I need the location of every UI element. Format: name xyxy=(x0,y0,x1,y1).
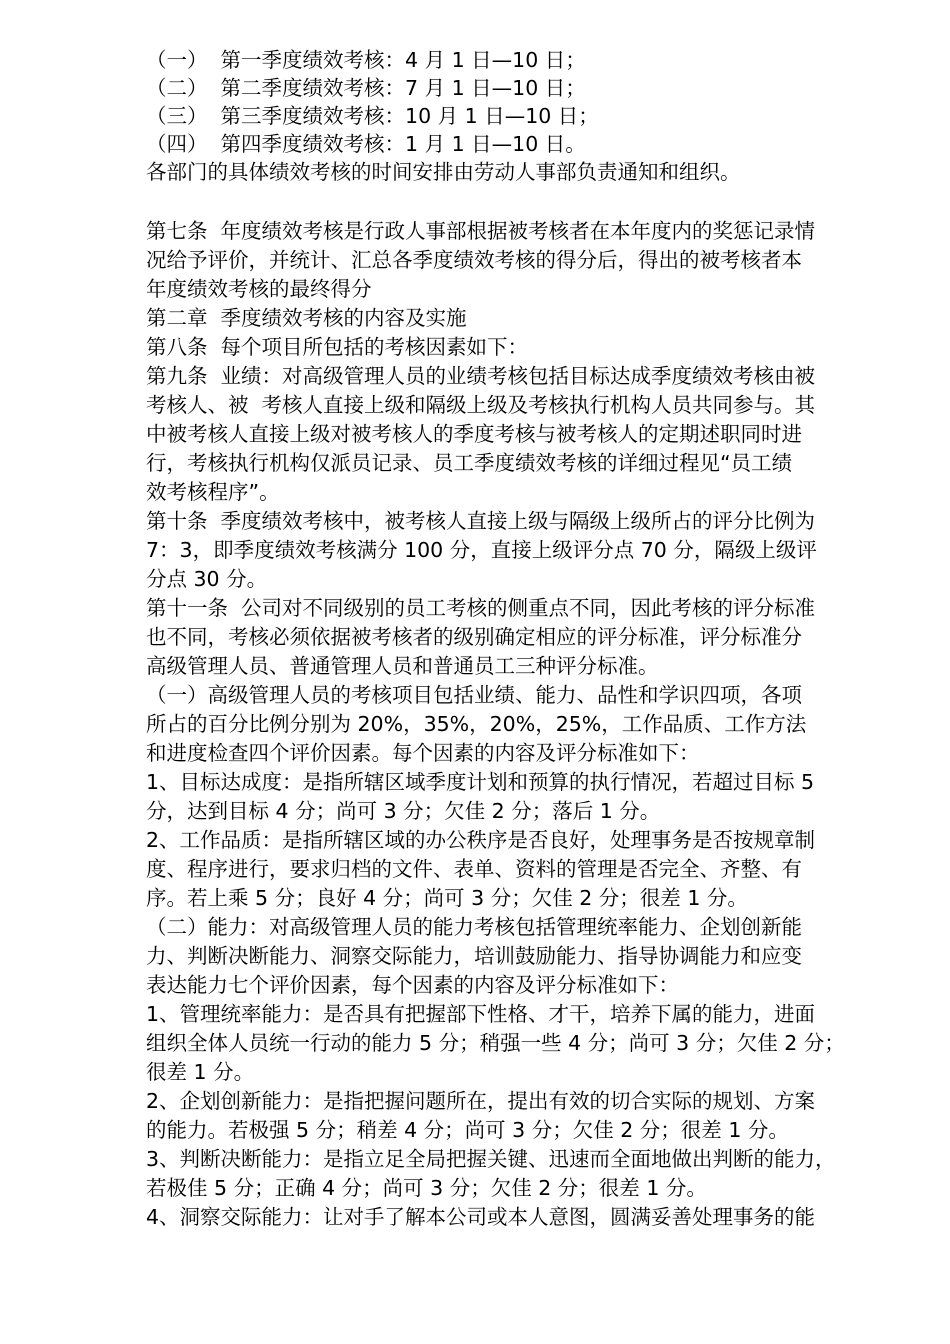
article-9-line: 第九条 业绩：对高级管理人员的业绩考核包括目标达成季度绩效考核由被 xyxy=(146,364,816,388)
article-10-line: 7：3，即季度绩效考核满分 100 分，直接上级评分点 70 分，隔级上级评 xyxy=(146,538,817,562)
article-8: 第八条 每个项目所包括的考核因素如下： xyxy=(146,335,529,359)
article-9 xyxy=(146,362,886,507)
ability-3-line: 若极佳 5 分；正确 4 分；尚可 3 分；欠佳 2 分；很差 1 分。 xyxy=(146,1176,707,1200)
section-1-line: 和进度检查四个评价因素。每个因素的内容及评分标准如下： xyxy=(146,741,700,765)
section-2-line: 表达能力七个评价因素，每个因素的内容及评分标准如下： xyxy=(146,973,679,997)
document-body xyxy=(146,46,886,1232)
section-2 xyxy=(146,913,886,1000)
schedule-q3: （三） 第三季度绩效考核：10 月 1 日—10 日； xyxy=(146,104,599,128)
item-1-line: 分，达到目标 4 分；尚可 3 分；欠佳 2 分；落后 1 分。 xyxy=(146,799,661,823)
article-7-line: 年度绩效考核的最终得分 xyxy=(146,277,372,301)
article-11-line: 高级管理人员、普通管理人员和普通员工三种评分标准。 xyxy=(146,654,659,678)
ability-3 xyxy=(146,1145,886,1203)
ability-2-line: 2、企划创新能力：是指把握问题所在，提出有效的切合实际的规划、方案 xyxy=(146,1089,816,1113)
ability-2 xyxy=(146,1087,886,1145)
blank-line xyxy=(146,187,886,217)
section-2-line: 力、判断决断能力、洞察交际能力，培训鼓励能力、指导协调能力和应变 xyxy=(146,944,802,968)
article-11-line: 第十一条 公司对不同级别的员工考核的侧重点不同，因此考核的评分标准 xyxy=(146,596,816,620)
schedule-q4: （四） 第四季度绩效考核：1 月 1 日—10 日。 xyxy=(146,132,586,156)
article-10 xyxy=(146,507,886,594)
ability-3-line: 3、判断决断能力：是指立足全局把握关键、迅速而全面地做出判断的能力， xyxy=(146,1147,836,1171)
item-1 xyxy=(146,768,886,826)
article-9-line: 效考核程序”。 xyxy=(146,480,280,504)
article-9-line: 行，考核执行机构仅派员记录、员工季度绩效考核的详细过程见“员工绩 xyxy=(146,451,793,475)
item-2-line: 度、程序进行，要求归档的文件、表单、资料的管理是否完全、齐整、有 xyxy=(146,857,802,881)
schedule-note: 各部门的具体绩效考核的时间安排由劳动人事部负责通知和组织。 xyxy=(146,160,741,184)
article-10-line: 第十条 季度绩效考核中，被考核人直接上级与隔级上级所占的评分比例为 xyxy=(146,509,816,533)
schedule-q1: （一） 第一季度绩效考核：4 月 1 日—10 日； xyxy=(146,48,586,72)
article-11-line: 也不同，考核必须依据被考核者的级别确定相应的评分标准，评分标准分 xyxy=(146,625,802,649)
article-7-line: 况给予评价，并统计、汇总各季度绩效考核的得分后，得出的被考核者本 xyxy=(146,248,802,272)
section-1-line: （一）高级管理人员的考核项目包括业绩、能力、品性和学识四项，各项 xyxy=(146,683,802,707)
article-7 xyxy=(146,217,886,304)
schedule-list xyxy=(146,46,886,158)
schedule-q2: （二） 第二季度绩效考核：7 月 1 日—10 日； xyxy=(146,76,586,100)
article-9-line: 中被考核人直接上级对被考核人的季度考核与被考核人的定期述职同时进 xyxy=(146,422,802,446)
article-10-line: 分点 30 分。 xyxy=(146,567,268,591)
ability-2-line: 的能力。若极强 5 分；稍差 4 分；尚可 3 分；欠佳 2 分；很差 1 分。 xyxy=(146,1118,789,1142)
article-7-line: 第七条 年度绩效考核是行政人事部根据被考核者在本年度内的奖惩记录情 xyxy=(146,219,816,243)
ability-4 xyxy=(146,1203,886,1232)
item-1-line: 1、目标达成度：是指所辖区域季度计划和预算的执行情况，若超过目标 5 xyxy=(146,770,815,794)
item-2-line: 序。若上乘 5 分；良好 4 分；尚可 3 分；欠佳 2 分；很差 1 分。 xyxy=(146,886,748,910)
section-1 xyxy=(146,681,886,768)
ability-4-line: 4、洞察交际能力：让对手了解本公司或本人意图，圆满妥善处理事务的能 xyxy=(146,1205,816,1229)
ability-1-line: 组织全体人员统一行动的能力 5 分；稍强一些 4 分；尚可 3 分；欠佳 2 分； xyxy=(146,1031,845,1055)
item-2 xyxy=(146,826,886,913)
section-1-line: 所占的百分比例分别为 20%，35%，20%，25%，工作品质、工作方法 xyxy=(146,712,807,736)
ability-1 xyxy=(146,1000,886,1087)
chapter-2-heading: 第二章 季度绩效考核的内容及实施 xyxy=(146,306,467,330)
article-9-line: 考核人、被 考核人直接上级和隔级上级及考核执行机构人员共同参与。其 xyxy=(146,393,816,417)
ability-1-line: 很差 1 分。 xyxy=(146,1060,255,1084)
ability-1-line: 1、管理统率能力：是否具有把握部下性格、才干，培养下属的能力，进面 xyxy=(146,1002,816,1026)
item-2-line: 2、工作品质：是指所辖区域的办公秩序是否良好，处理事务是否按规章制 xyxy=(146,828,816,852)
section-2-line: （二）能力：对高级管理人员的能力考核包括管理统率能力、企划创新能 xyxy=(146,915,802,939)
article-11 xyxy=(146,594,886,681)
